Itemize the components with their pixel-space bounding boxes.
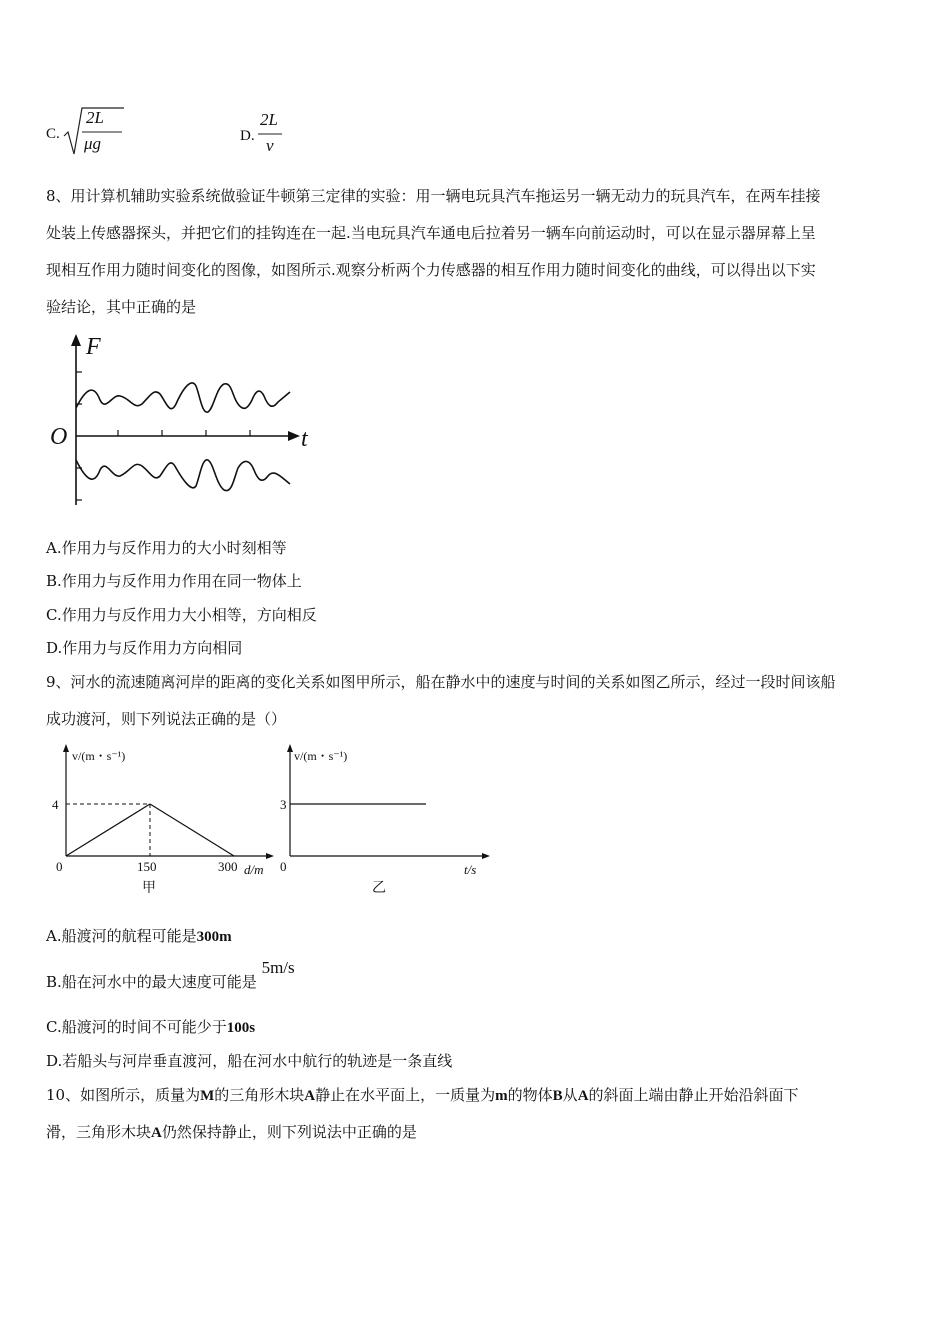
speed-rising-line xyxy=(66,804,150,856)
q8-line-3: 现相互作用力随时间变化的图像，如图所示.观察分析两个力传感器的相互作用力随时间变化的曲线，可以得出以下实 xyxy=(46,261,816,279)
fraction-numerator: 2L xyxy=(86,108,104,127)
x-tick-label: 0 xyxy=(56,859,63,874)
force-curve-upper xyxy=(76,383,290,412)
fraction-denominator: v xyxy=(266,136,274,155)
force-curve-lower xyxy=(76,460,290,491)
q10-line-2: 滑，三角形木块A仍然保持静止，则下列说法中正确的是 xyxy=(46,1123,417,1141)
x-tick-label: 300 xyxy=(218,859,238,874)
x-tick-label: 150 xyxy=(137,859,157,874)
x-axis-label: t/s xyxy=(464,862,477,877)
option-value: 300m xyxy=(196,929,232,945)
q9-option-a xyxy=(46,925,232,946)
q9-figure-jia xyxy=(46,740,286,900)
option-text: C.船渡河的时间不可能少于 xyxy=(46,1018,227,1036)
x-axis-arrow xyxy=(288,431,300,441)
q9-line-2: 成功渡河，则下列说法正确的是（） xyxy=(46,710,287,728)
q9-option-c xyxy=(46,1016,255,1037)
x-tick-label: 0 xyxy=(280,859,287,874)
q10-line-1: 10、如图所示，质量为M的三角形木块A静止在水平面上，一质量为m的物体B从A的斜面上端由静止开始沿斜面下 xyxy=(46,1086,799,1104)
fraction-denominator: μg xyxy=(84,134,102,153)
q9-figure-yi xyxy=(272,740,494,900)
q9-option-d: D.若船头与河岸垂直渡河，船在河水中航行的轨迹是一条直线 xyxy=(46,1052,453,1070)
y-tick-label: 3 xyxy=(280,797,287,812)
q8-force-time-figure xyxy=(46,330,316,510)
origin-label: O xyxy=(50,424,68,450)
figure-caption: 乙 xyxy=(372,881,386,896)
option-text: B.船在河水中的最大速度可能是 xyxy=(46,973,257,991)
figure-caption: 甲 xyxy=(142,881,156,896)
option-label: C. xyxy=(46,126,60,142)
y-axis-label: F xyxy=(86,334,101,360)
q8-line-1: 8、用计算机辅助实验系统做验证牛顿第三定律的实验：用一辆电玩具汽车拖运另一辆无动力的玩具汽车，在两车挂接 xyxy=(46,187,821,205)
option-value: 100s xyxy=(226,1020,256,1036)
q8-line-4: 验结论，其中正确的是 xyxy=(46,298,197,316)
speed-falling-line xyxy=(150,804,234,856)
q8-option-c: C.作用力与反作用力大小相等，方向相反 xyxy=(46,606,317,624)
q9-line-1: 9、河水的流速随离河岸的距离的变化关系如图甲所示，船在静水中的速度与时间的关系如图乙所示，经过一段时间该船 xyxy=(46,673,836,691)
q7-option-c xyxy=(46,106,166,158)
y-tick-label: 4 xyxy=(52,797,59,812)
q8-option-a: A.作用力与反作用力的大小时刻相等 xyxy=(46,539,287,557)
y-axis-arrow xyxy=(71,334,81,346)
q8-option-b: B.作用力与反作用力作用在同一物体上 xyxy=(46,572,302,590)
x-axis-label: d/m xyxy=(244,862,264,877)
option-value: 5m/s xyxy=(261,958,295,977)
y-axis-label: v/(m・s⁻¹) xyxy=(72,749,126,763)
q8-option-d: D.作用力与反作用力方向相同 xyxy=(46,639,243,657)
x-axis-label: t xyxy=(301,426,308,452)
q8-line-2: 处装上传感器探头，并把它们的挂钩连在一起.当电玩具汽车通电后拉着另一辆车向前运动时，可以在显示器屏幕上呈 xyxy=(46,224,816,242)
y-axis-label: v/(m・s⁻¹) xyxy=(294,749,348,763)
q7-option-d xyxy=(240,110,320,160)
q9-option-b xyxy=(46,958,295,992)
fraction-numerator: 2L xyxy=(260,110,278,129)
option-label: D. xyxy=(240,128,255,144)
option-text: A.船渡河的航程可能是 xyxy=(46,927,197,945)
